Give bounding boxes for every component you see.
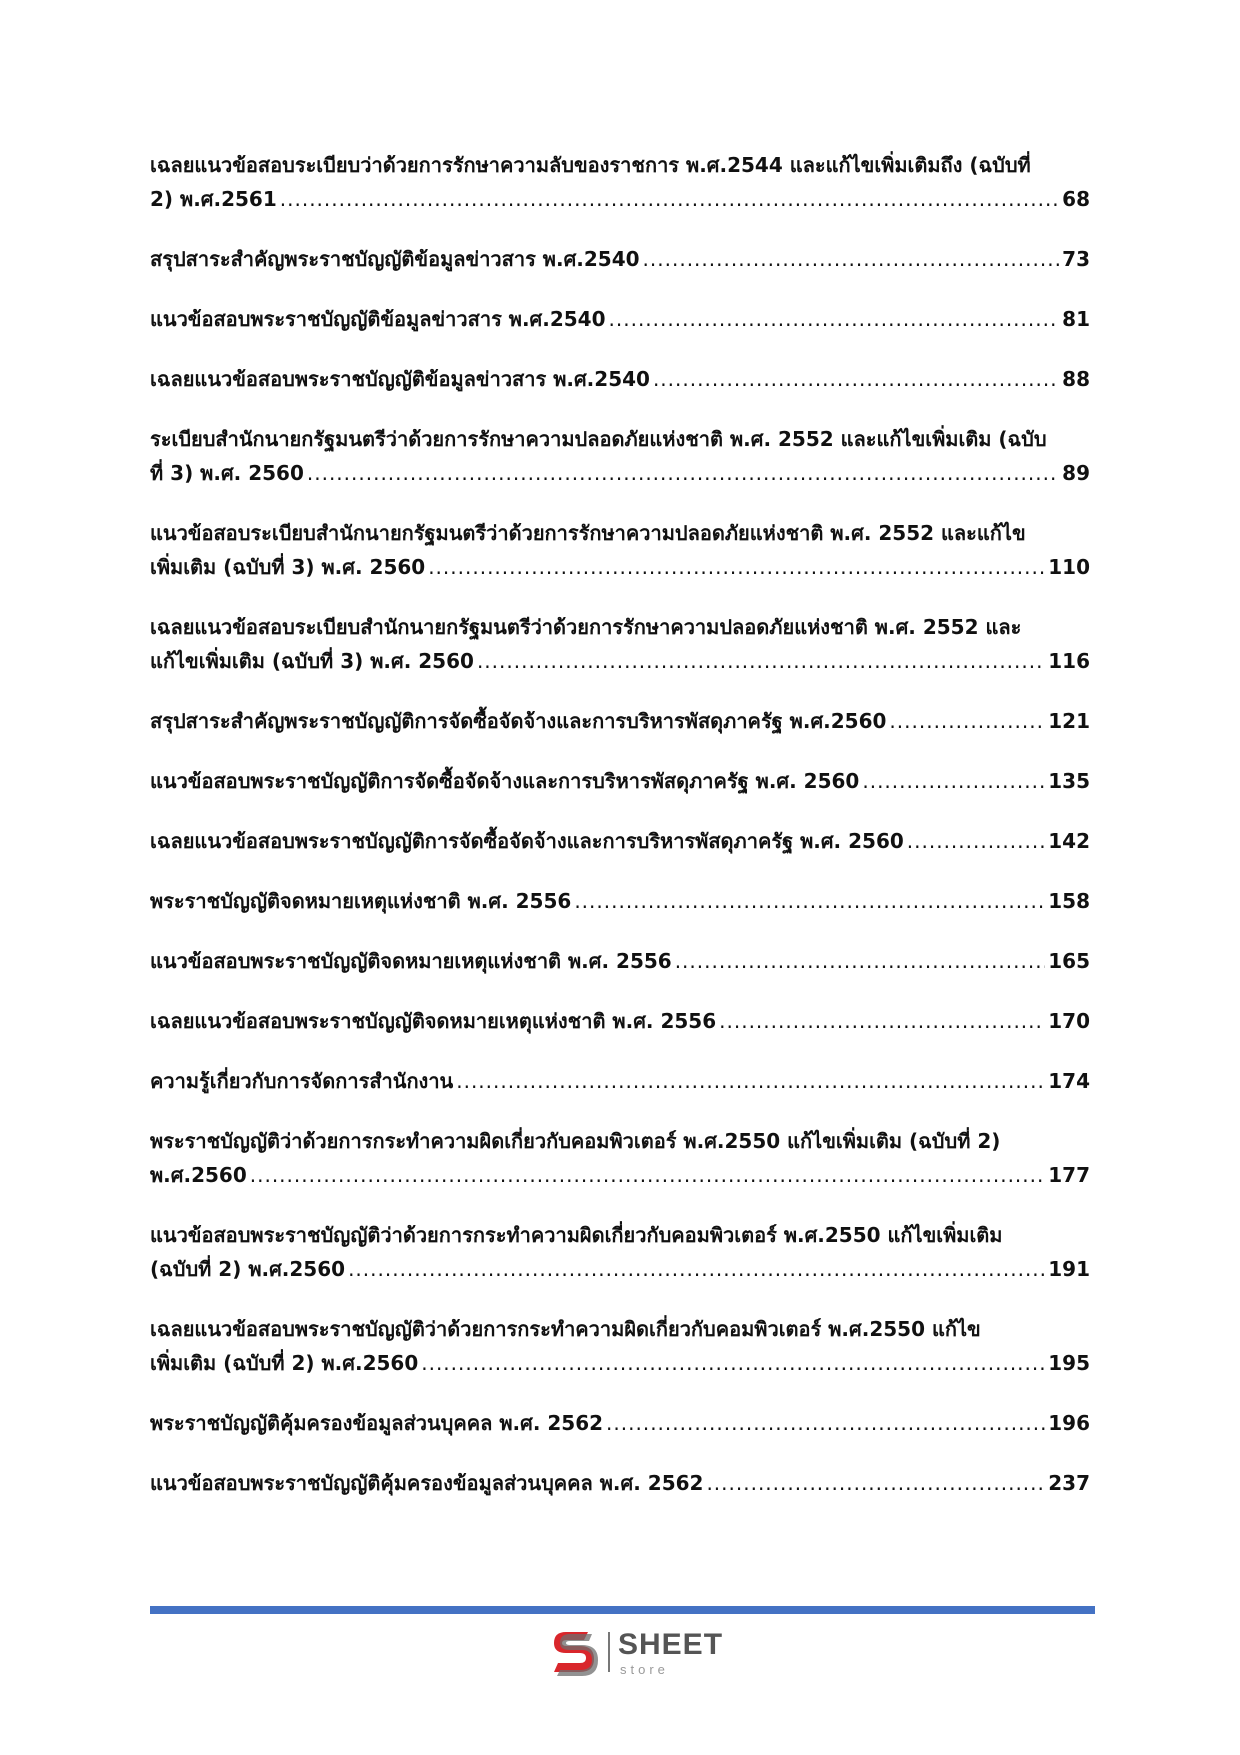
toc-page-number: 195: [1048, 1351, 1090, 1375]
toc-entry-title: สรุปสาระสำคัญพระราชบัญญัติข้อมูลข่าวสาร พ.ศ.2540: [150, 247, 640, 271]
toc-entry-line: [150, 1252, 1090, 1286]
toc-entry[interactable]: [150, 704, 1090, 738]
toc-entry-title: พระราชบัญญัติจดหมายเหตุแห่งชาติ พ.ศ. 2556: [150, 889, 572, 913]
toc-entry[interactable]: [150, 764, 1090, 798]
toc-entry[interactable]: [150, 944, 1090, 978]
toc-entry-line: [150, 1064, 1090, 1098]
toc-entry-title: เพิ่มเติม (ฉบับที่ 2) พ.ศ.2560: [150, 1351, 419, 1375]
toc-dot-leader: [280, 182, 1059, 216]
toc-entry-title: เพิ่มเติม (ฉบับที่ 3) พ.ศ. 2560: [150, 555, 426, 579]
toc-entry-line: [150, 764, 1090, 798]
toc-page-number: 88: [1062, 367, 1090, 391]
toc-entry[interactable]: [150, 1124, 1090, 1192]
toc-page-number: 89: [1062, 461, 1090, 485]
toc-page-number: 73: [1062, 247, 1090, 271]
toc-entry-title: แนวข้อสอบพระราชบัญญัติการจัดซื้อจัดจ้างและการบริหารพัสดุภาครัฐ พ.ศ. 2560: [150, 769, 860, 793]
toc-dot-leader: [706, 1466, 1045, 1500]
toc-dot-leader: [609, 302, 1060, 336]
logo-subtitle: store: [620, 1662, 669, 1677]
toc-entry-title: เฉลยแนวข้อสอบพระราชบัญญัติการจัดซื้อจัดจ้างและการบริหารพัสดุภาครัฐ พ.ศ. 2560: [150, 829, 904, 853]
toc-entry-line: [150, 1346, 1090, 1380]
toc-entry[interactable]: [150, 884, 1090, 918]
toc-entry-title: แก้ไขเพิ่มเติม (ฉบับที่ 3) พ.ศ. 2560: [150, 649, 474, 673]
toc-entry-title: เฉลยแนวข้อสอบระเบียบสำนักนายกรัฐมนตรีว่าด้วยการรักษาความปลอดภัยแห่งชาติ พ.ศ. 2552 และ: [150, 615, 1022, 639]
toc-entry-title: แนวข้อสอบพระราชบัญญัติคุ้มครองข้อมูลส่วนบุคคล พ.ศ. 2562: [150, 1471, 704, 1495]
toc-entry-title: ระเบียบสำนักนายกรัฐมนตรีว่าด้วยการรักษาความปลอดภัยแห่งชาติ พ.ศ. 2552 และแก้ไขเพิ่มเติม (ฉบับ: [150, 427, 1047, 451]
toc-dot-leader: [421, 1346, 1045, 1380]
toc-page-number: 174: [1048, 1069, 1090, 1093]
toc-page-number: 121: [1048, 709, 1090, 733]
toc-entry-title: ที่ 3) พ.ศ. 2560: [150, 461, 304, 485]
toc-page-number: 142: [1048, 829, 1090, 853]
toc-entry-line: [150, 302, 1090, 336]
toc-dot-leader: [889, 704, 1045, 738]
toc-entry-title: พระราชบัญญัติคุ้มครองข้อมูลส่วนบุคคล พ.ศ. 2562: [150, 1411, 604, 1435]
toc-entry-line: [150, 644, 1090, 678]
toc-entry-line: [150, 242, 1090, 276]
table-of-contents: [150, 148, 1090, 1526]
toc-entry[interactable]: [150, 362, 1090, 396]
toc-entry-line: [150, 1466, 1090, 1500]
footer-rule: [150, 1606, 1095, 1614]
toc-entry-title: สรุปสาระสำคัญพระราชบัญญัติการจัดซื้อจัดจ้างและการบริหารพัสดุภาครัฐ พ.ศ.2560: [150, 709, 887, 733]
toc-entry[interactable]: [150, 1466, 1090, 1500]
toc-entry[interactable]: [150, 610, 1090, 678]
toc-page-number: 135: [1048, 769, 1090, 793]
toc-entry-title: (ฉบับที่ 2) พ.ศ.2560: [150, 1257, 346, 1281]
toc-dot-leader: [653, 362, 1059, 396]
toc-entry[interactable]: [150, 1004, 1090, 1038]
toc-page-number: 116: [1048, 649, 1090, 673]
toc-entry-line: [150, 456, 1090, 490]
toc-entry[interactable]: [150, 824, 1090, 858]
toc-entry[interactable]: [150, 1064, 1090, 1098]
toc-entry-line: [150, 550, 1090, 584]
toc-page-number: 158: [1048, 889, 1090, 913]
toc-entry-title: 2) พ.ศ.2561: [150, 187, 277, 211]
toc-dot-leader: [428, 550, 1045, 584]
toc-entry-line: [150, 1158, 1090, 1192]
toc-entry[interactable]: [150, 148, 1090, 216]
toc-entry[interactable]: [150, 302, 1090, 336]
toc-entry-line: [150, 1406, 1090, 1440]
toc-entry[interactable]: [150, 242, 1090, 276]
toc-dot-leader: [675, 944, 1046, 978]
toc-entry-title: แนวข้อสอบพระราชบัญญัติว่าด้วยการกระทำความผิดเกี่ยวกับคอมพิวเตอร์ พ.ศ.2550 แก้ไขเพิ่มเติม: [150, 1223, 1003, 1247]
sheet-store-logo-icon: [548, 1626, 600, 1678]
toc-page-number: 68: [1062, 187, 1090, 211]
toc-entry-line: [150, 182, 1090, 216]
toc-entry-line: [150, 824, 1090, 858]
toc-entry-title: เฉลยแนวข้อสอบพระราชบัญญัติว่าด้วยการกระทำความผิดเกี่ยวกับคอมพิวเตอร์ พ.ศ.2550 แก้ไข: [150, 1317, 981, 1341]
toc-dot-leader: [606, 1406, 1045, 1440]
toc-dot-leader: [907, 824, 1045, 858]
logo-divider: [608, 1632, 610, 1672]
toc-page-number: 170: [1048, 1009, 1090, 1033]
toc-dot-leader: [456, 1064, 1045, 1098]
toc-entry-title: แนวข้อสอบพระราชบัญญัติข้อมูลข่าวสาร พ.ศ.2540: [150, 307, 606, 331]
toc-entry-line: [150, 1004, 1090, 1038]
toc-entry-title: เฉลยแนวข้อสอบพระราชบัญญัติจดหมายเหตุแห่งชาติ พ.ศ. 2556: [150, 1009, 717, 1033]
toc-page-number: 165: [1048, 949, 1090, 973]
toc-entry-title: แนวข้อสอบระเบียบสำนักนายกรัฐมนตรีว่าด้วยการรักษาความปลอดภัยแห่งชาติ พ.ศ. 2552 และแก้ไข: [150, 521, 1026, 545]
toc-entry-line: [150, 884, 1090, 918]
toc-entry-title: เฉลยแนวข้อสอบระเบียบว่าด้วยการรักษาความลับของราชการ พ.ศ.2544 และแก้ไขเพิ่มเติมถึง (ฉบับที่: [150, 153, 1031, 177]
toc-page-number: 110: [1048, 555, 1090, 579]
toc-page-number: 196: [1048, 1411, 1090, 1435]
toc-page-number: 177: [1048, 1163, 1090, 1187]
toc-dot-leader: [250, 1158, 1046, 1192]
toc-page-number: 237: [1048, 1471, 1090, 1495]
toc-entry-title: ความรู้เกี่ยวกับการจัดการสำนักงาน: [150, 1069, 454, 1093]
toc-dot-leader: [307, 456, 1059, 490]
toc-entry[interactable]: [150, 1218, 1090, 1286]
toc-entry[interactable]: [150, 516, 1090, 584]
toc-entry[interactable]: [150, 422, 1090, 490]
toc-entry-title: เฉลยแนวข้อสอบพระราชบัญญัติข้อมูลข่าวสาร พ.ศ.2540: [150, 367, 650, 391]
toc-dot-leader: [643, 242, 1060, 276]
toc-entry[interactable]: [150, 1406, 1090, 1440]
toc-page-number: 81: [1062, 307, 1090, 331]
toc-entry-line: [150, 944, 1090, 978]
toc-dot-leader: [719, 1004, 1045, 1038]
toc-dot-leader: [574, 884, 1045, 918]
toc-dot-leader: [862, 764, 1045, 798]
toc-dot-leader: [477, 644, 1045, 678]
toc-entry-line: [150, 704, 1090, 738]
logo-wordmark: SHEET: [618, 1628, 724, 1661]
toc-entry-title: แนวข้อสอบพระราชบัญญัติจดหมายเหตุแห่งชาติ พ.ศ. 2556: [150, 949, 672, 973]
toc-entry-line: [150, 362, 1090, 396]
toc-entry-title: พระราชบัญญัติว่าด้วยการกระทำความผิดเกี่ยวกับคอมพิวเตอร์ พ.ศ.2550 แก้ไขเพิ่มเติม (ฉบับที่ 2): [150, 1129, 1001, 1153]
toc-dot-leader: [348, 1252, 1045, 1286]
toc-page-number: 191: [1048, 1257, 1090, 1281]
toc-entry[interactable]: [150, 1312, 1090, 1380]
sheet-store-logo: [548, 1626, 728, 1682]
toc-entry-title: พ.ศ.2560: [150, 1163, 247, 1187]
